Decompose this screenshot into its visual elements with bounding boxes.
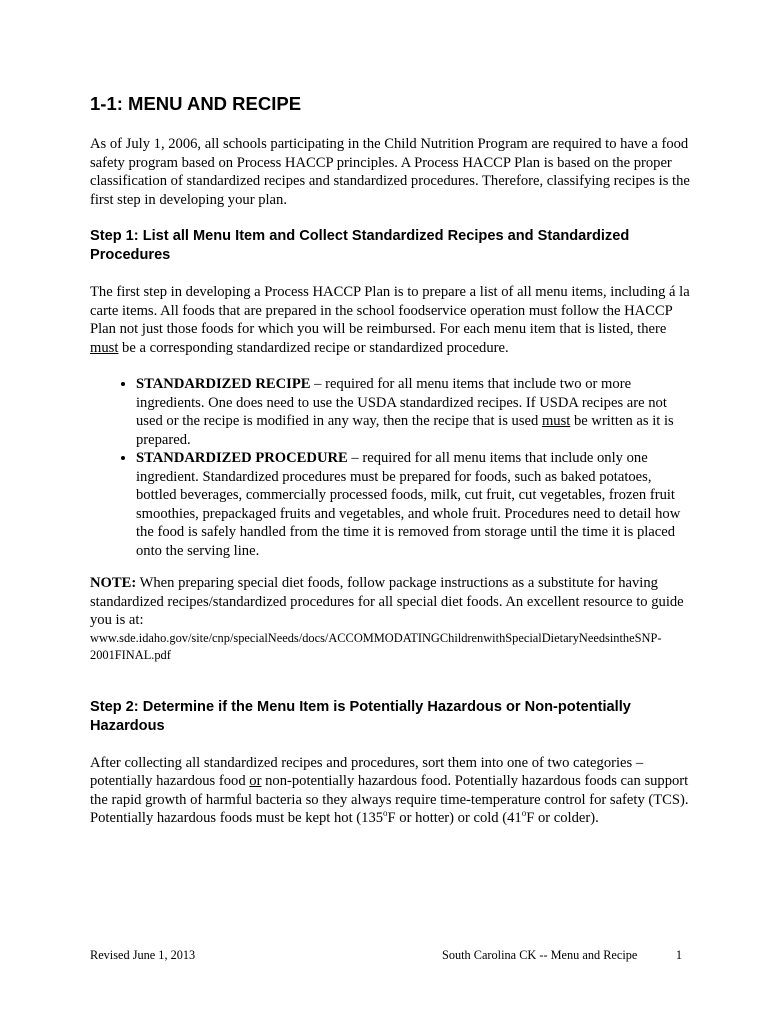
degree-symbol: o <box>383 808 388 819</box>
emphasis-or: or <box>249 773 262 789</box>
footer-revised-date: Revised June 1, 2013 <box>90 948 196 962</box>
step2-heading: Step 2: Determine if the Menu Item is Potentially Hazardous or Non-potentially Hazardous <box>90 698 631 734</box>
term-standardized-procedure: STANDARDIZED PROCEDURE <box>136 450 348 466</box>
standardized-list <box>90 375 690 560</box>
note-label: NOTE: <box>90 575 137 591</box>
emphasis-must: must <box>541 413 571 429</box>
list-item-standardized-recipe: • STANDARDIZED RECIPE – required for all menu items that include two or more ingredients. One does need to use the USDA standardized recipes. If USDA recipes are not used or the recipe is modified in any way, then the recipe that is used must be written as it is prepared. <box>136 375 690 449</box>
resource-url: www.sde.idaho.gov/site/cnp/specialNeeds/docs/ACCOMMODATINGChildrenwithSpecialDietaryNeedsintheSNP-2001FINAL.pdf <box>90 630 662 662</box>
step1-paragraph: The first step in developing a Process HACCP Plan is to prepare a list of all menu items, including á la carte items. All foods that are prepared in the school foodservice operation must follow the HACCP Plan not just those foods for which you will be reimbursed. For each menu item that is listed, there must be a corresponding standardized recipe or standardized procedure. <box>90 284 690 356</box>
step1-heading: Step 1: List all Menu Item and Collect Standardized Recipes and Standardized Procedures <box>90 228 630 263</box>
degree-symbol: o <box>521 808 527 819</box>
page-content <box>90 93 690 828</box>
footer-page-number: 1 <box>675 948 682 962</box>
note-paragraph: NOTE: When preparing special diet foods, follow package instructions as a substitute for having standardized recipes/standardized procedures for all special diet foods. An excellent resource to guide you is at: <box>90 575 684 628</box>
term-standardized-recipe: STANDARDIZED RECIPE <box>136 376 311 392</box>
footer-document-title: South Carolina CK -- Menu and Recipe <box>442 948 638 962</box>
page-title: 1-1: MENU AND RECIPE <box>90 93 302 114</box>
emphasis-must: must <box>90 339 119 356</box>
intro-paragraph: As of July 1, 2006, all schools participating in the Child Nutrition Program are required to have a food safety program based on Process HACCP principles. A Process HACCP Plan is based on the proper classification of standardized recipes and standardized procedures. Therefore, classifying recipes is the first step in developing your plan. <box>90 136 690 208</box>
list-item-standardized-procedure: • STANDARDIZED PROCEDURE – required for all menu items that include only one ingredient. Standardized procedures must be prepared for foods, such as baked potatoes, bottled beverages, commercially processed foods, milk, cut fruit, cut vegetables, frozen fruit smoothies, prepackaged fruits and vegetables, and whole fruit. Procedures need to detail how the food is safely handled from the time it is removed from storage until the time it is placed onto the serving line. <box>136 449 690 560</box>
step2-paragraph: After collecting all standardized recipes and procedures, sort them into one of two categories – potentially hazardous food or non-potentially hazardous food. Potentially hazardous foods can support the rapid growth of harmful bacteria so they always require time-temperature control for safety (TCS). Potentially hazardous foods must be kept hot (135$^o$F or hotter) or cold (41$^o$F or colder). <box>90 754 689 826</box>
